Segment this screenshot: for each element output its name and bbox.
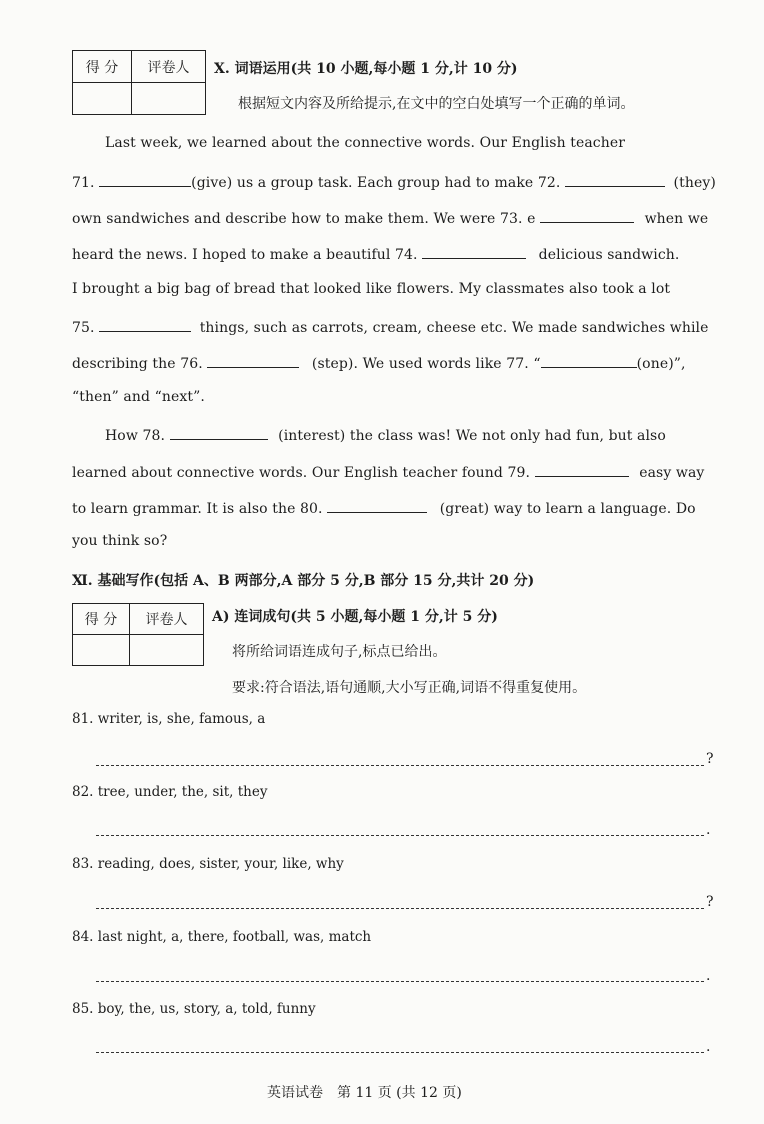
passage-line-8: “then” and “next”. xyxy=(72,389,205,405)
blank-79[interactable] xyxy=(535,462,629,477)
blank-78[interactable] xyxy=(170,425,268,440)
score-header: 得 分 xyxy=(73,51,132,83)
blank-80[interactable] xyxy=(327,498,427,513)
blank-71[interactable] xyxy=(99,172,191,187)
passage-line-5: I brought a big bag of bread that looked like flowers. My classmates also took a lot xyxy=(72,281,671,297)
question-83-prompt: 83. reading, does, sister, your, like, why xyxy=(72,856,344,872)
answer-line-84[interactable] xyxy=(96,981,704,982)
section-10-instruction: 根据短文内容及所给提示,在文中的空白处填写一个正确的单词。 xyxy=(238,96,635,112)
passage-line-2: 71. (give) us a group task. Each group had to make 72. (they) xyxy=(72,172,716,191)
question-84-end: . xyxy=(706,968,711,984)
score-cell[interactable] xyxy=(73,83,132,115)
score-table xyxy=(72,50,206,115)
passage-line-9: How 78. (interest) the class was! We not only had fun, but also xyxy=(105,425,666,444)
answer-line-82[interactable] xyxy=(96,835,704,836)
blank-76[interactable] xyxy=(207,353,299,368)
question-82-end: . xyxy=(706,822,711,838)
question-83-end: ? xyxy=(706,894,714,910)
grader-cell[interactable] xyxy=(130,635,204,666)
passage-line-3: own sandwiches and describe how to make them. We were 73. e when we xyxy=(72,208,708,227)
passage-line-1: Last week, we learned about the connective words. Our English teacher xyxy=(105,135,626,151)
blank-72[interactable] xyxy=(565,172,665,187)
blank-75[interactable] xyxy=(99,317,191,332)
blank-74[interactable] xyxy=(422,244,526,259)
score-table-2 xyxy=(72,603,204,666)
score-cell[interactable] xyxy=(73,635,130,666)
blank-77[interactable] xyxy=(541,353,637,368)
question-81-end: ? xyxy=(706,751,714,767)
passage-line-10: learned about connective words. Our English teacher found 79. easy way xyxy=(72,462,704,481)
passage-line-12: you think so? xyxy=(72,533,168,549)
question-82-prompt: 82. tree, under, the, sit, they xyxy=(72,784,268,800)
grader-header: 评卷人 xyxy=(132,51,206,83)
question-85-prompt: 85. boy, the, us, story, a, told, funny xyxy=(72,1001,316,1017)
section-11-title: Ⅺ. 基础写作(包括 A、B 两部分,A 部分 5 分,B 部分 15 分,共计 20 分) xyxy=(72,573,535,589)
answer-line-83[interactable] xyxy=(96,908,704,909)
grader-header: 评卷人 xyxy=(130,604,204,635)
passage-line-7: describing the 76. (step). We used words like 77. “ (one)”, xyxy=(72,353,686,372)
question-84-prompt: 84. last night, a, there, football, was, match xyxy=(72,929,372,945)
passage-line-11: to learn grammar. It is also the 80. (great) way to learn a language. Do xyxy=(72,498,696,517)
score-header: 得 分 xyxy=(73,604,130,635)
section-10-title: Ⅹ. 词语运用(共 10 小题,每小题 1 分,计 10 分) xyxy=(214,61,518,77)
blank-73[interactable] xyxy=(540,208,634,223)
page-footer: 英语试卷 第 11 页 (共 12 页) xyxy=(267,1085,462,1101)
part-a-instruction-2: 要求:符合语法,语句通顺,大小写正确,词语不得重复使用。 xyxy=(232,680,587,696)
question-81-prompt: 81. writer, is, she, famous, a xyxy=(72,711,266,727)
part-a-instruction-1: 将所给词语连成句子,标点已给出。 xyxy=(232,644,447,660)
part-a-title: A) 连词成句(共 5 小题,每小题 1 分,计 5 分) xyxy=(212,609,498,625)
question-85-end: . xyxy=(706,1039,711,1055)
grader-cell[interactable] xyxy=(132,83,206,115)
passage-line-4: heard the news. I hoped to make a beautiful 74. delicious sandwich. xyxy=(72,244,679,263)
answer-line-81[interactable] xyxy=(96,765,704,766)
passage-line-6: 75. things, such as carrots, cream, cheese etc. We made sandwiches while xyxy=(72,317,709,336)
answer-line-85[interactable] xyxy=(96,1052,704,1053)
q71-number: 71. xyxy=(72,175,95,191)
